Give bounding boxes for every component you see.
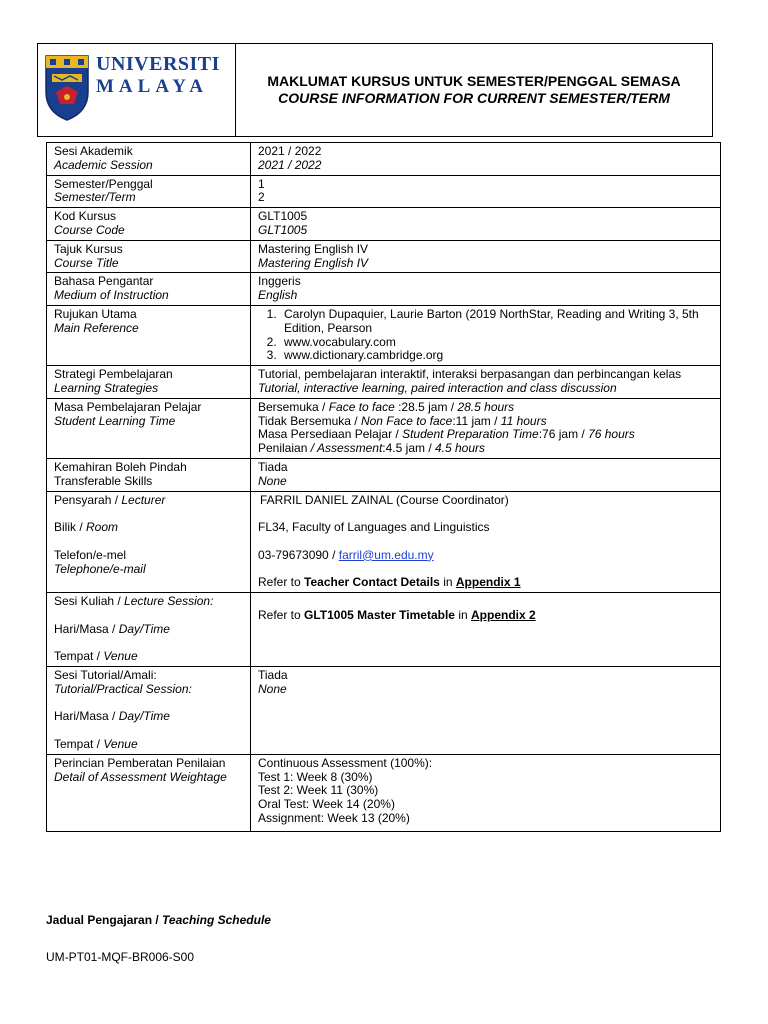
label-telephone-ms: Telefon/e-mel — [54, 547, 127, 562]
row-academic-session — [47, 143, 721, 176]
slt-line: Penilaian / Assessment:4.5 jam / 4.5 hours — [258, 441, 486, 456]
label-ms: Bahasa Pengantar — [54, 274, 154, 289]
row-lecturer — [47, 491, 721, 593]
value-en: English — [258, 288, 298, 303]
label-ms: Strategi Pembelajaran — [54, 367, 173, 382]
value-ms: Mastering English IV — [258, 241, 369, 256]
label-en: Semester/Term — [54, 190, 136, 205]
label-en: Course Title — [54, 255, 119, 270]
value-ms: Inggeris — [258, 274, 301, 289]
row-course-code — [47, 208, 721, 241]
appendix-2-link[interactable]: Appendix 2 — [471, 607, 536, 622]
label-ms: Kemahiran Boleh Pindah — [54, 459, 187, 474]
slt-line: Tidak Bersemuka / Non Face to face:11 jam / 11 hours — [258, 413, 547, 428]
assessment-line: Continuous Assessment (100%): — [258, 755, 433, 770]
label-en: Detail of Assessment Weightage — [54, 769, 227, 784]
label-en: Main Reference — [54, 320, 139, 335]
logo-line-2: MALAYA — [96, 76, 209, 97]
value-en: Tutorial, interactive learning, paired interaction and class discussion — [258, 380, 617, 395]
value-en: GLT1005 — [258, 222, 308, 237]
label-ms: Rujukan Utama — [54, 306, 137, 321]
row-semester — [47, 175, 721, 208]
list-item: 3. www.dictionary.cambridge.org — [280, 349, 714, 363]
value-ms: Tutorial, pembelajaran interaktif, interaksi berpasangan dan perbincangan kelas — [258, 367, 682, 382]
label-en: Transferable Skills — [54, 473, 153, 488]
list-item: 1. Carolyn Dupaquier, Laurie Barton (2019 NorthStar, Reading and Writing 3, 5th Edition, Pearson — [280, 308, 714, 336]
email-link[interactable]: farril@um.edu.my — [338, 547, 434, 562]
page-title-ms: MAKLUMAT KURSUS UNTUK SEMESTER/PENGGAL SEMASA — [267, 73, 681, 89]
label-ms: Tajuk Kursus — [54, 241, 123, 256]
value-ms: Tiada — [258, 668, 288, 683]
value-en: 2 — [258, 190, 265, 205]
row-main-reference — [47, 305, 721, 365]
row-assessment-weightage — [47, 754, 721, 831]
reference-list — [258, 308, 714, 363]
label-venue: Tempat / Venue — [54, 649, 138, 664]
value-en: None — [258, 681, 287, 696]
list-item: 2. www.vocabulary.com — [280, 336, 714, 350]
label-en: Tutorial/Practical Session: — [54, 681, 192, 696]
appendix-1-link[interactable]: Appendix 1 — [455, 575, 521, 590]
label-ms: Sesi Tutorial/Amali: — [54, 668, 157, 683]
course-info-table — [46, 142, 721, 832]
assessment-line: Assignment: Week 13 (20%) — [258, 811, 410, 826]
page-title-en: COURSE INFORMATION FOR CURRENT SEMESTER/TERM — [278, 90, 670, 106]
label-ms: Masa Pembelajaran Pelajar — [54, 399, 202, 414]
slt-line: Bersemuka / Face to face :28.5 jam / 28.5 hours — [258, 399, 515, 414]
label-ms: Semester/Penggal — [54, 176, 153, 191]
label-en: Learning Strategies — [54, 380, 159, 395]
value-en: Mastering English IV — [258, 255, 369, 270]
document-header — [37, 43, 713, 137]
lecturer-name: FARRIL DANIEL ZAINAL (Course Coordinator) — [260, 492, 509, 507]
assessment-line: Oral Test: Week 14 (20%) — [258, 797, 395, 812]
row-medium — [47, 273, 721, 306]
assessment-line: Test 1: Week 8 (30%) — [258, 769, 373, 784]
row-learning-strategies — [47, 366, 721, 399]
label-room: Bilik / Room — [54, 520, 119, 535]
row-transferable-skills — [47, 458, 721, 491]
lecturer-room: FL34, Faculty of Languages and Linguistics — [258, 520, 490, 535]
label-ms: Sesi Akademik — [54, 144, 133, 158]
label-day-time: Hari/Masa / Day/Time — [54, 709, 170, 724]
value-ms: 1 — [258, 176, 265, 191]
row-tutorial-session — [47, 667, 721, 755]
label-en: Student Learning Time — [54, 413, 176, 428]
university-logo — [38, 44, 236, 136]
label-day-time: Hari/Masa / Day/Time — [54, 621, 170, 636]
row-lecture-session — [47, 593, 721, 667]
value-ms: GLT1005 — [258, 209, 308, 224]
label-en: Academic Session — [54, 157, 153, 172]
row-course-title — [47, 240, 721, 273]
teaching-schedule-heading: Jadual Pengajaran / Teaching Schedule — [46, 913, 271, 927]
label-telephone-en: Telephone/e-mail — [54, 561, 146, 576]
value-en: 2021 / 2022 — [258, 157, 322, 172]
timetable-note: Refer to GLT1005 Master Timetable in Appendix 2 — [258, 607, 536, 622]
logo-line-1: UNIVERSITI — [96, 53, 220, 75]
label-lecturer: Pensyarah / Lecturer — [54, 492, 166, 507]
label-lecture-session: Sesi Kuliah / Lecture Session: — [54, 594, 214, 609]
lecturer-contact: 03-79673090 / farril@um.edu.my — [258, 547, 434, 562]
label-venue: Tempat / Venue — [54, 737, 138, 752]
crest-icon — [44, 54, 90, 122]
value-ms: 2021 / 2022 — [258, 144, 322, 158]
row-student-learning-time — [47, 398, 721, 458]
slt-line: Masa Persediaan Pelajar / Student Preparation Time:76 jam / 76 hours — [258, 427, 635, 442]
assessment-line: Test 2: Week 11 (30%) — [258, 783, 379, 798]
label-ms: Kod Kursus — [54, 209, 117, 224]
form-code: UM-PT01-MQF-BR006-S00 — [46, 950, 195, 964]
label-en: Medium of Instruction — [54, 288, 169, 303]
label-en: Course Code — [54, 222, 125, 237]
value-ms: Tiada — [258, 459, 288, 474]
contact-details-note: Refer to Teacher Contact Details in Appendix 1 — [258, 575, 521, 590]
value-en: None — [258, 473, 287, 488]
label-ms: Perincian Pemberatan Penilaian — [54, 755, 226, 770]
